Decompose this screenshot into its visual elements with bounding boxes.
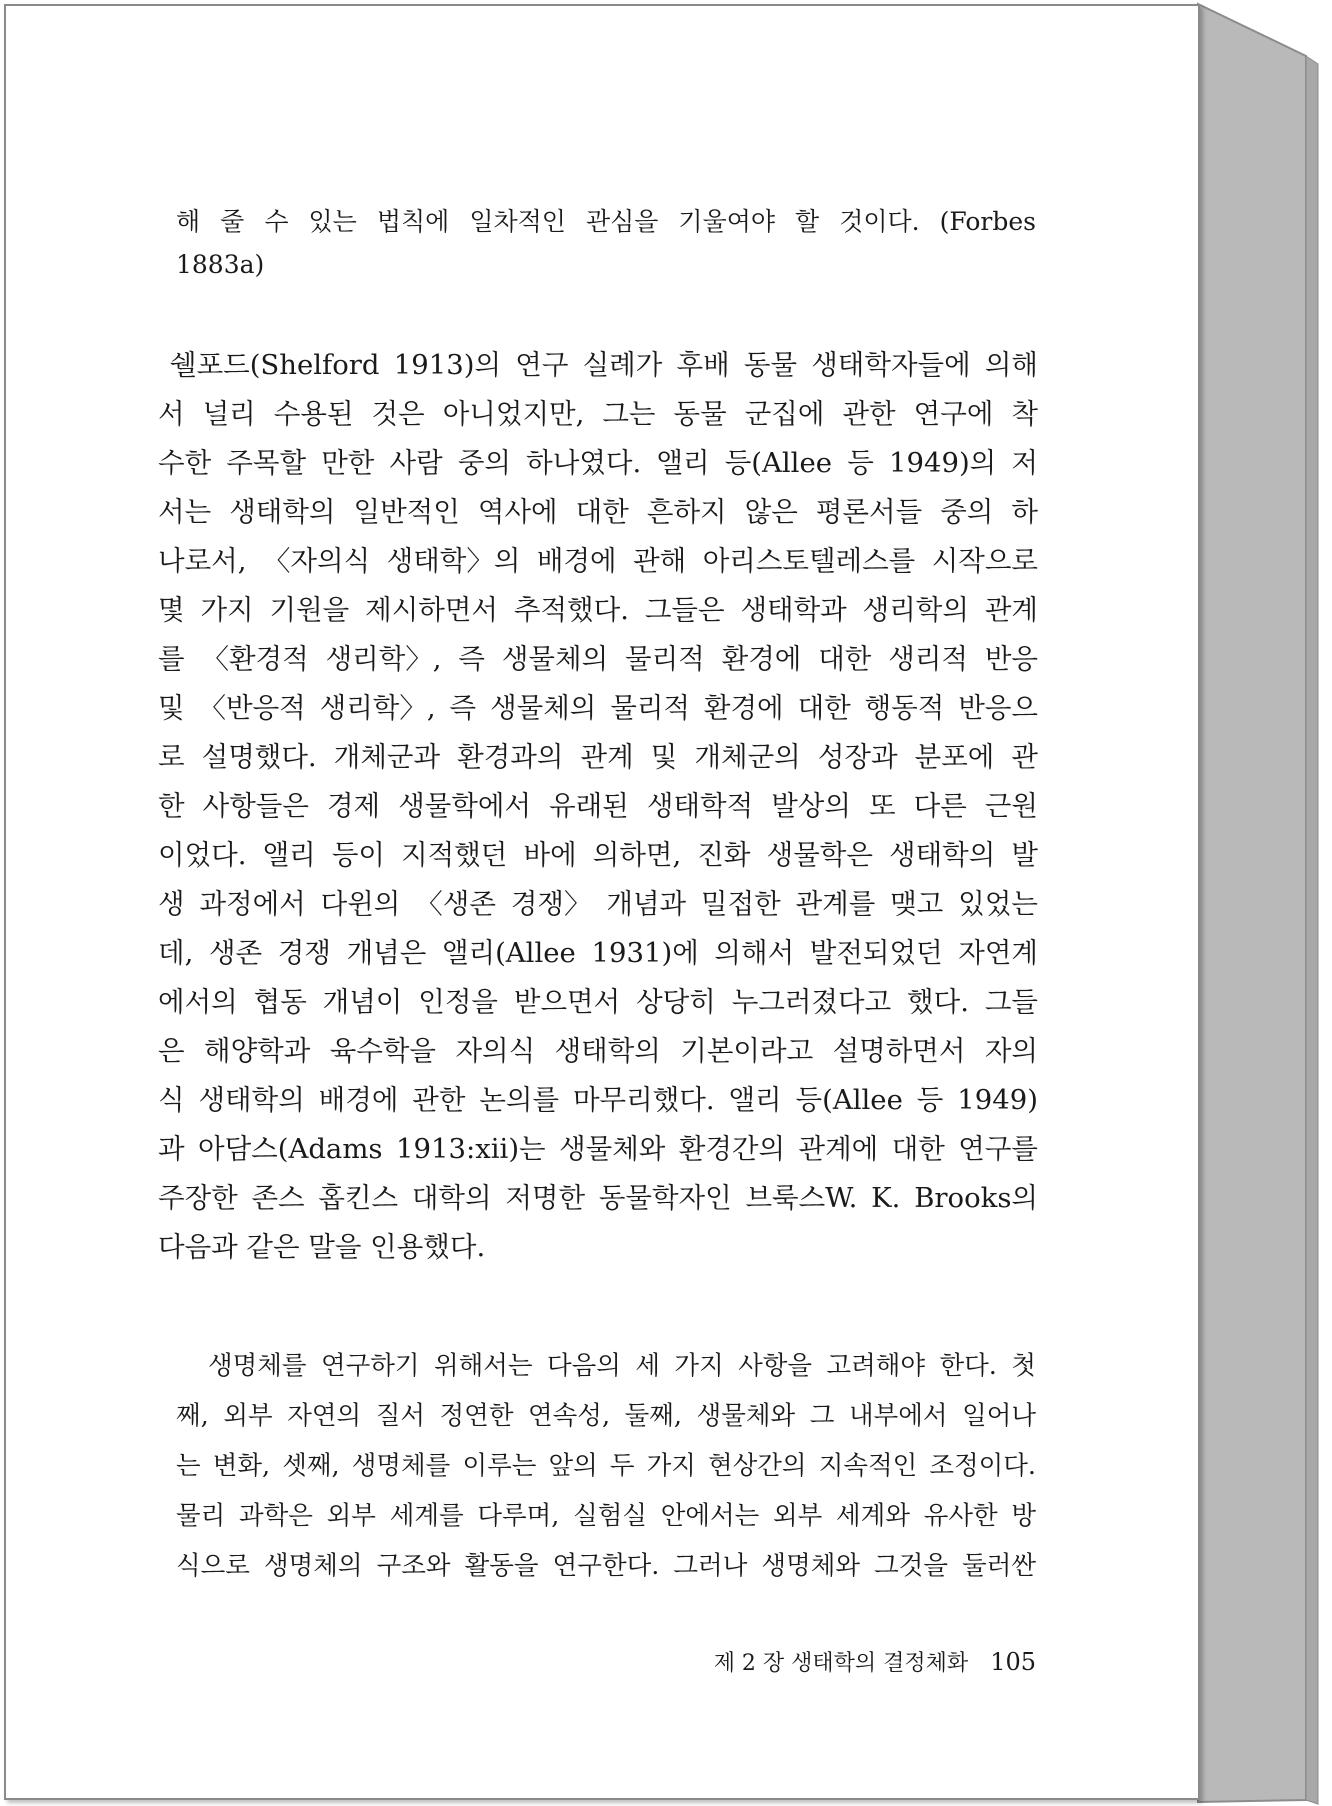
page-footer [706, 1646, 1036, 1677]
body-line: 및 〈반응적 생리학〉, 즉 생물체의 물리적 환경에 대한 행동적 반응으 [158, 692, 1038, 724]
body-line: 나로서, 〈자의식 생태학〉의 배경에 관해 아리스토텔레스를 시작으로 [158, 545, 1038, 577]
quote-bottom-line: 생명체를 연구하기 위해서는 다음의 세 가지 사항을 고려해야 한다. 첫 [208, 1351, 1036, 1381]
quote-bottom-line: 물리 과학은 외부 세계를 다루며, 실험실 안에서는 외부 세계와 유사한 방 [176, 1501, 1036, 1531]
body-line: 를 〈환경적 생리학〉, 즉 생물체의 물리적 환경에 대한 생리적 반응 [158, 643, 1038, 675]
body-line: 데, 생존 경쟁 개념은 앨리(Allee 1931)에 의해서 발전되었던 자연계 [158, 937, 1038, 969]
quote-bottom-line: 는 변화, 셋째, 생명체를 이루는 앞의 두 가지 현상간의 지속적인 조정이다. [176, 1451, 1036, 1481]
body-line: 쉘포드(Shelford 1913)의 연구 실례가 후배 동물 생태학자들에 의해 [170, 349, 1038, 381]
body-line: 생 과정에서 다윈의 〈생존 경쟁〉 개념과 밀접한 관계를 맺고 있었는 [158, 888, 1038, 920]
body-line: 서는 생태학의 일반적인 역사에 대한 흔하지 않은 평론서들 중의 하 [158, 496, 1038, 528]
chapter-title: 제 2 장 생태학의 결정체화 [713, 1651, 969, 1676]
body-line: 서 널리 수용된 것은 아니었지만, 그는 동물 군집에 관한 연구에 착 [158, 398, 1038, 430]
quote-top-line: 해 줄 수 있는 법칙에 일차적인 관심을 기울여야 할 것이다. (Forbes [176, 207, 1036, 236]
body-line: 수한 주목할 만한 사람 중의 하나였다. 앨리 등(Allee 등 1949)의 저 [158, 447, 1038, 479]
quote-bottom-line: 째, 외부 자연의 질서 정연한 연속성, 둘째, 생물체와 그 내부에서 일어나 [176, 1401, 1036, 1431]
body-line: 이었다. 앨리 등이 지적했던 바에 의하면, 진화 생물학은 생태학의 발 [158, 839, 1038, 871]
quote-top-line: 1883a) [176, 250, 265, 279]
page-number: 105 [990, 1648, 1036, 1676]
body-line: 로 설명했다. 개체군과 환경과의 관계 및 개체군의 성장과 분포에 관 [158, 741, 1038, 773]
body-line: 몇 가지 기원을 제시하면서 추적했다. 그들은 생태학과 생리학의 관계 [158, 594, 1038, 626]
body-line: 주장한 존스 홉킨스 대학의 저명한 동물학자인 브룩스W. K. Brooks의 [158, 1182, 1038, 1214]
body-line: 다음과 같은 말을 인용했다. [158, 1231, 486, 1263]
body-line: 한 사항들은 경제 생물학에서 유래된 생태학적 발상의 또 다른 근원 [158, 790, 1038, 822]
body-line: 에서의 협동 개념이 인정을 받으면서 상당히 누그러졌다고 했다. 그들 [158, 986, 1038, 1018]
body-line: 과 아담스(Adams 1913:xii)는 생물체와 환경간의 관계에 대한 연구를 [158, 1133, 1038, 1165]
body-line: 식 생태학의 배경에 관한 논의를 마무리했다. 앨리 등(Allee 등 1949) [158, 1084, 1038, 1116]
book-page [4, 4, 1200, 1800]
body-line: 은 해양학과 육수학을 자의식 생태학의 기본이라고 설명하면서 자의 [158, 1035, 1038, 1067]
quote-bottom-line: 식으로 생명체의 구조와 활동을 연구한다. 그러나 생명체와 그것을 둘러싼 [176, 1551, 1036, 1581]
